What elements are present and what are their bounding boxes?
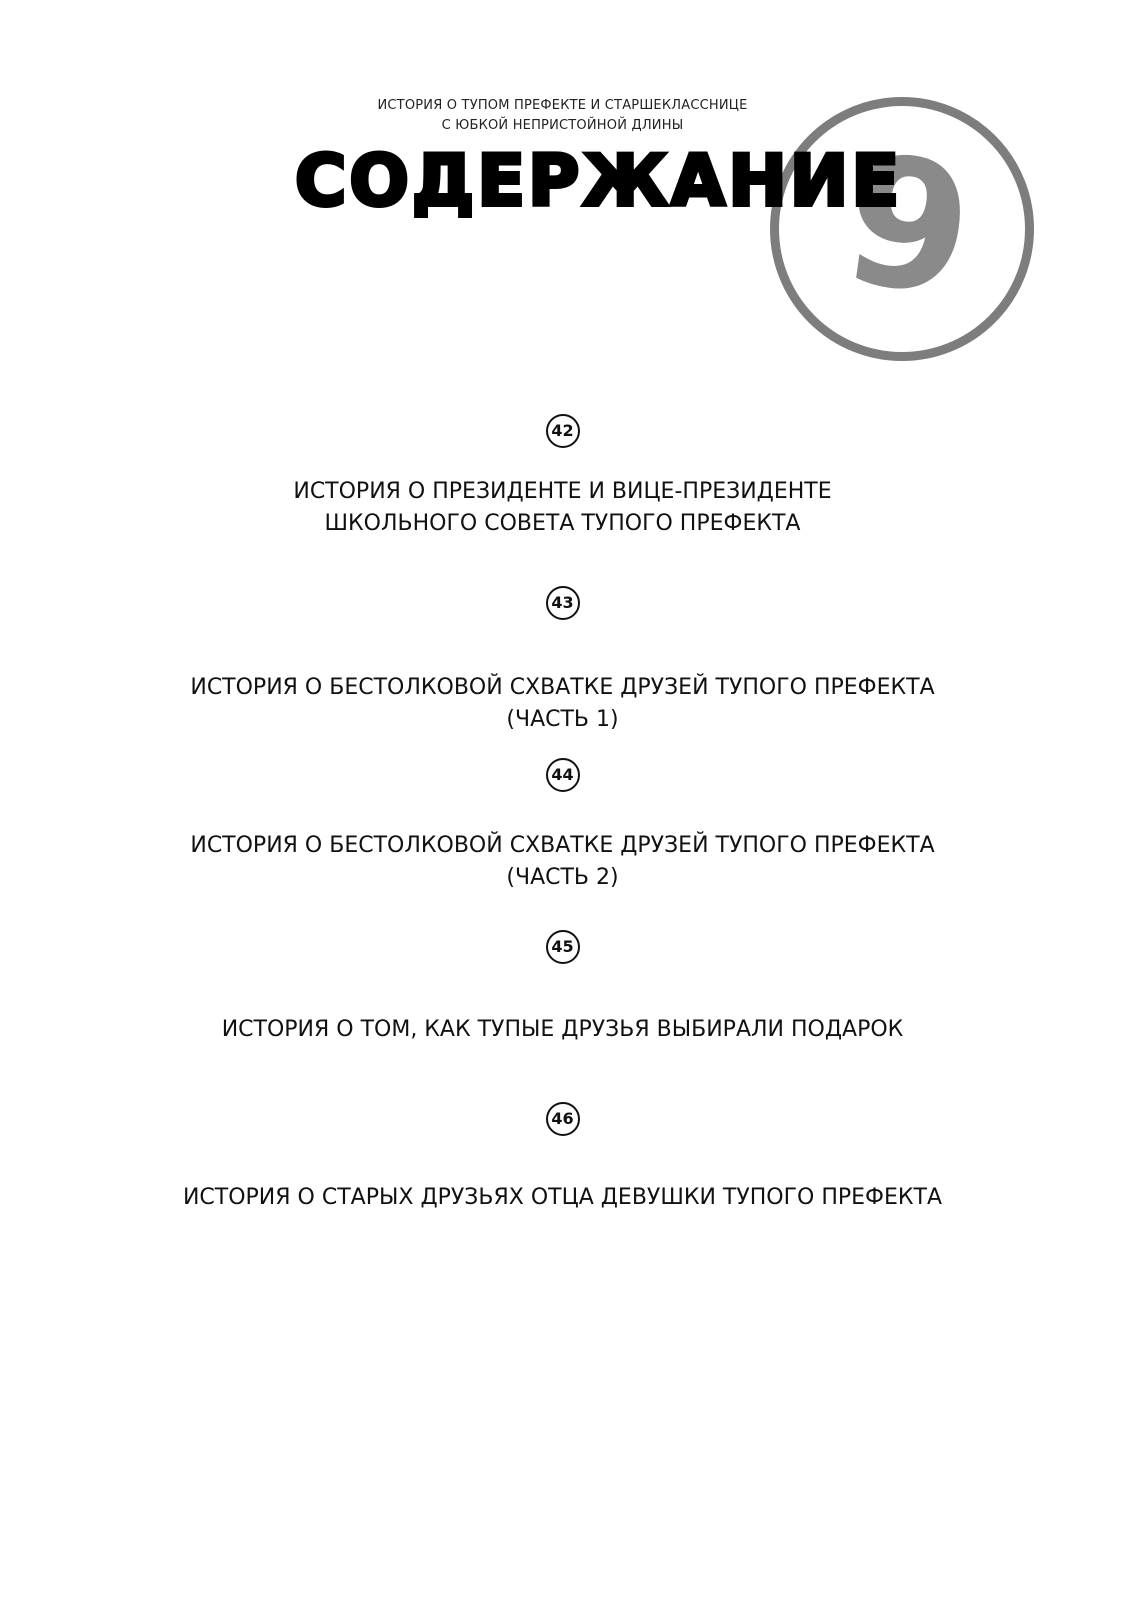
series-subtitle-line-1: ИСТОРИЯ О ТУПОМ ПРЕФЕКТЕ И СТАРШЕКЛАССНИЦЕ (377, 98, 748, 113)
volume-number: 9 (832, 114, 984, 337)
chapter-title[interactable] (0, 1182, 1125, 1214)
chapter-number-badge (0, 758, 1125, 792)
chapter-title-line: (ЧАСТЬ 1) (506, 707, 619, 732)
chapter-number[interactable]: 46 (546, 1102, 580, 1136)
chapter-title-line: ИСТОРИЯ О БЕСТОЛКОВОЙ СХВАТКЕ ДРУЗЕЙ ТУПОГО ПРЕФЕКТА (190, 675, 935, 700)
chapter-number[interactable]: 42 (546, 414, 580, 448)
chapter-number-badge (0, 586, 1125, 620)
chapter-number[interactable]: 44 (546, 758, 580, 792)
page-title: СОДЕРЖАНИЕ (295, 140, 903, 222)
chapter-title[interactable] (0, 830, 1125, 894)
chapter-title[interactable] (0, 672, 1125, 736)
series-subtitle-line-2: С ЮБКОЙ НЕПРИСТОЙНОЙ ДЛИНЫ (441, 118, 684, 133)
chapter-title-line: ИСТОРИЯ О БЕСТОЛКОВОЙ СХВАТКЕ ДРУЗЕЙ ТУПОГО ПРЕФЕКТА (190, 833, 935, 858)
chapter-title-line: ИСТОРИЯ О СТАРЫХ ДРУЗЬЯХ ОТЦА ДЕВУШКИ ТУПОГО ПРЕФЕКТА (182, 1185, 943, 1210)
chapter-number[interactable]: 43 (546, 586, 580, 620)
chapter-title[interactable] (0, 1014, 1125, 1046)
chapter-number[interactable]: 45 (546, 930, 580, 964)
chapter-number-badge (0, 1102, 1125, 1136)
chapter-title-line: ИСТОРИЯ О ТОМ, КАК ТУПЫЕ ДРУЗЬЯ ВЫБИРАЛИ ПОДАРОК (221, 1017, 904, 1042)
chapter-number-badge (0, 414, 1125, 448)
chapter-number-badge (0, 930, 1125, 964)
chapter-title-line: ИСТОРИЯ О ПРЕЗИДЕНТЕ И ВИЦЕ-ПРЕЗИДЕНТЕ (293, 479, 832, 504)
chapter-title-line: ШКОЛЬНОГО СОВЕТА ТУПОГО ПРЕФЕКТА (324, 511, 801, 536)
chapter-title-line: (ЧАСТЬ 2) (506, 865, 619, 890)
chapter-title[interactable] (0, 476, 1125, 540)
